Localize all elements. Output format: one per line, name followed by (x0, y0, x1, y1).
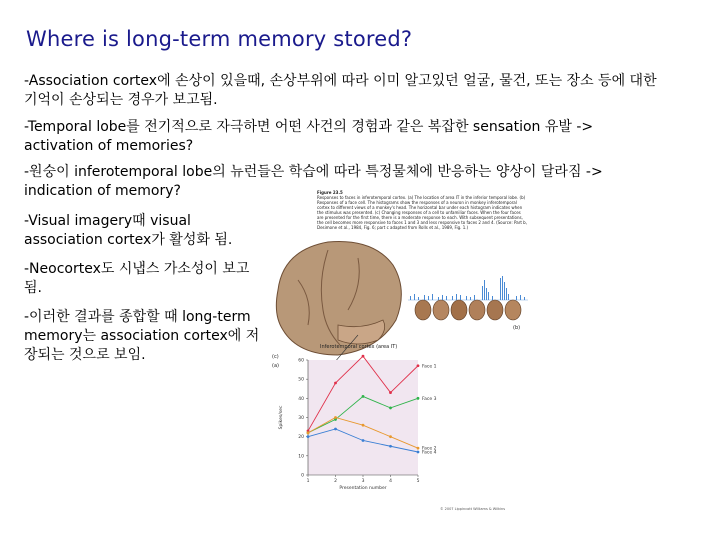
figure-23-5 (268, 190, 530, 515)
data-point (334, 416, 337, 419)
monkey-face-stimuli (413, 290, 528, 330)
copyright-text: © 2007 Lippincott Williams & Wilkins (440, 507, 506, 511)
figure-caption-text: Responses to faces in inferotemporal cortex. (a) The location of area IT in the inferior temporal lobe. (b) Responses of a face cell. The histograms show the responses of a neuron in monkey inferotemporal cortex to different views of a monkey's head. The horizontal bar under each histogram indicates when the stimulus was presented. (c) Changing responses of a cell to unfamiliar faces. When the four faces are presented for the first time, there is a moderate response to each. With subsequent presentations, the cell becomes more responsive to faces 1 and 3 and less responsive to faces 2 and 4. (Source: Part b, Desimone et al., 1984, Fig. 6; part c adapted from Rolls et al., 1989, Fig. 1.) (317, 195, 527, 230)
data-point (389, 445, 392, 448)
x-tick-label: 3 (361, 479, 365, 484)
paragraph-visual-imagery: -Visual imagery때 visual association cortex가 활성화 됨. (24, 213, 233, 248)
y-tick-label: 60 (298, 358, 304, 364)
data-point (362, 424, 365, 427)
data-point (307, 435, 310, 438)
data-point (417, 447, 420, 450)
line-chart (268, 350, 530, 515)
plot-background (308, 360, 418, 475)
series-label: Face 2 (422, 446, 437, 452)
y-tick-label: 10 (298, 454, 304, 460)
monkey-brain-illustration (268, 230, 413, 370)
brain-label: Inferotemporal cortex (area IT) (320, 344, 398, 350)
data-point (362, 395, 365, 398)
paragraph-conclusion: -이러한 결과를 종합할 때 long-term memory는 association cortex에 저장되는 것으로 보임. (24, 309, 260, 363)
panel-b-label: (b) (513, 325, 521, 330)
data-point (417, 364, 420, 367)
series-label: Face 1 (422, 364, 437, 370)
paragraph-association-cortex: -Association cortex에 손상이 있을때, 손상부위에 따라 이미 알고있던 얼굴, 물건, 또는 장소 등에 대한 기억이 손상되는 경우가 보고됨. (24, 73, 657, 108)
series-label: Face 4 (422, 450, 437, 456)
data-point (362, 439, 365, 442)
paragraph-inferotemporal: -원숭이 inferotemporal lobe의 뉴런들은 학습에 따라 특정물체에 반응하는 양상이 달라짐 -> indication of memory? (24, 164, 603, 199)
x-tick-label: 1 (306, 479, 310, 484)
data-point (389, 435, 392, 438)
data-point (389, 407, 392, 410)
y-tick-label: 40 (298, 396, 304, 402)
panel-c-label: (c) (272, 354, 279, 360)
paragraph-temporal-lobe: -Temporal lobe를 전기적으로 자극하면 어떤 사건의 경험과 같은 복잡한 sensation 유발 -> activation of memories? (24, 119, 594, 154)
data-point (307, 431, 310, 434)
x-axis-label: Presentation number (339, 486, 387, 491)
y-tick-label: 0 (301, 473, 304, 479)
y-tick-label: 20 (298, 435, 304, 441)
data-point (417, 451, 420, 454)
figure-caption-title: Figure 23.5 (317, 190, 343, 195)
data-point (334, 382, 337, 385)
series-label: Face 3 (422, 396, 437, 402)
slide-title: Where is long-term memory stored? (26, 27, 413, 51)
figure-caption (317, 190, 527, 230)
x-tick-label: 5 (416, 479, 420, 484)
x-tick-label: 2 (334, 479, 337, 484)
panel-a-label: (a) (272, 363, 279, 369)
data-point (334, 428, 337, 431)
data-point (417, 397, 420, 400)
data-point (389, 391, 392, 394)
x-tick-label: 4 (389, 479, 392, 484)
y-axis-label: Spikes/sec (279, 405, 284, 430)
y-tick-label: 30 (298, 416, 304, 421)
y-tick-label: 50 (298, 377, 304, 383)
data-point (362, 355, 365, 358)
paragraph-neocortex: -Neocortex도 시냅스 가소성이 보고됨. (24, 261, 250, 296)
